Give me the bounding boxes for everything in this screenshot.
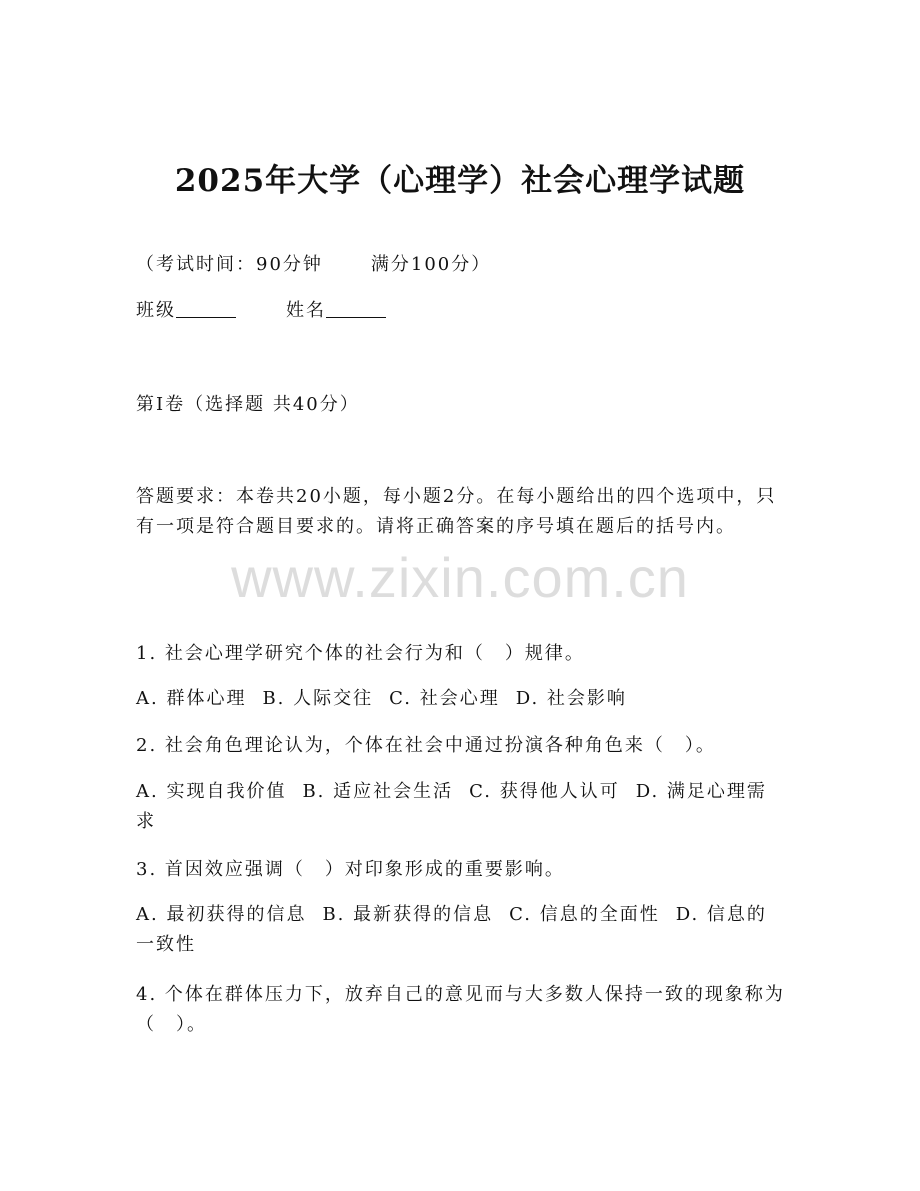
option-b: B. 最新获得的信息 <box>322 904 494 925</box>
page-title: 2025年大学（心理学）社会心理学试题 <box>174 163 746 199</box>
section-instructions: 答题要求：本卷共20小题，每小题2分。在每小题给出的四个选项中，只有一项是符合题目要求的。请将正确答案的序号填在题后的括号内。 <box>136 486 777 537</box>
question-1-stem: 1. 社会心理学研究个体的社会行为和（ ）规律。 <box>136 643 585 664</box>
option-a: A. 实现自我价值 <box>136 781 287 802</box>
question-3-stem: 3. 首因效应强调（ ）对印象形成的重要影响。 <box>136 859 565 880</box>
name-label: 姓名 <box>286 300 326 321</box>
option-a: A. 群体心理 <box>136 688 247 709</box>
option-a: A. 最初获得的信息 <box>136 904 307 925</box>
option-d: D. 满足心理需求 <box>136 781 767 832</box>
question-4-stem: 4. 个体在群体压力下，放弃自己的意见而与大多数人保持一致的现象称为（ ）。 <box>136 984 785 1035</box>
name-blank[interactable] <box>326 299 386 318</box>
option-b: B. 适应社会生活 <box>302 781 454 802</box>
question-3-options <box>136 900 786 960</box>
exam-info <box>136 250 786 280</box>
question-2-stem: 2. 社会角色理论认为，个体在社会中通过扮演各种角色来（ ）。 <box>136 735 716 756</box>
question-2-options <box>136 777 786 837</box>
section-heading: 第I卷（选择题 共40分） <box>136 394 360 415</box>
option-d: D. 信息的一致性 <box>136 904 767 955</box>
option-d: D. 社会影响 <box>515 688 627 709</box>
class-blank[interactable] <box>176 299 236 318</box>
option-b: B. 人际交往 <box>262 688 374 709</box>
exam-score: 满分100分） <box>370 254 492 275</box>
option-c: C. 信息的全面性 <box>509 904 660 925</box>
class-label: 班级 <box>136 300 176 321</box>
watermark: www.zixin.com.cn <box>231 546 689 609</box>
question-1-options <box>136 684 786 714</box>
student-fields <box>136 296 786 326</box>
option-c: C. 获得他人认可 <box>469 781 620 802</box>
exam-time: （考试时间：90分钟 <box>136 254 323 275</box>
option-c: C. 社会心理 <box>389 688 500 709</box>
